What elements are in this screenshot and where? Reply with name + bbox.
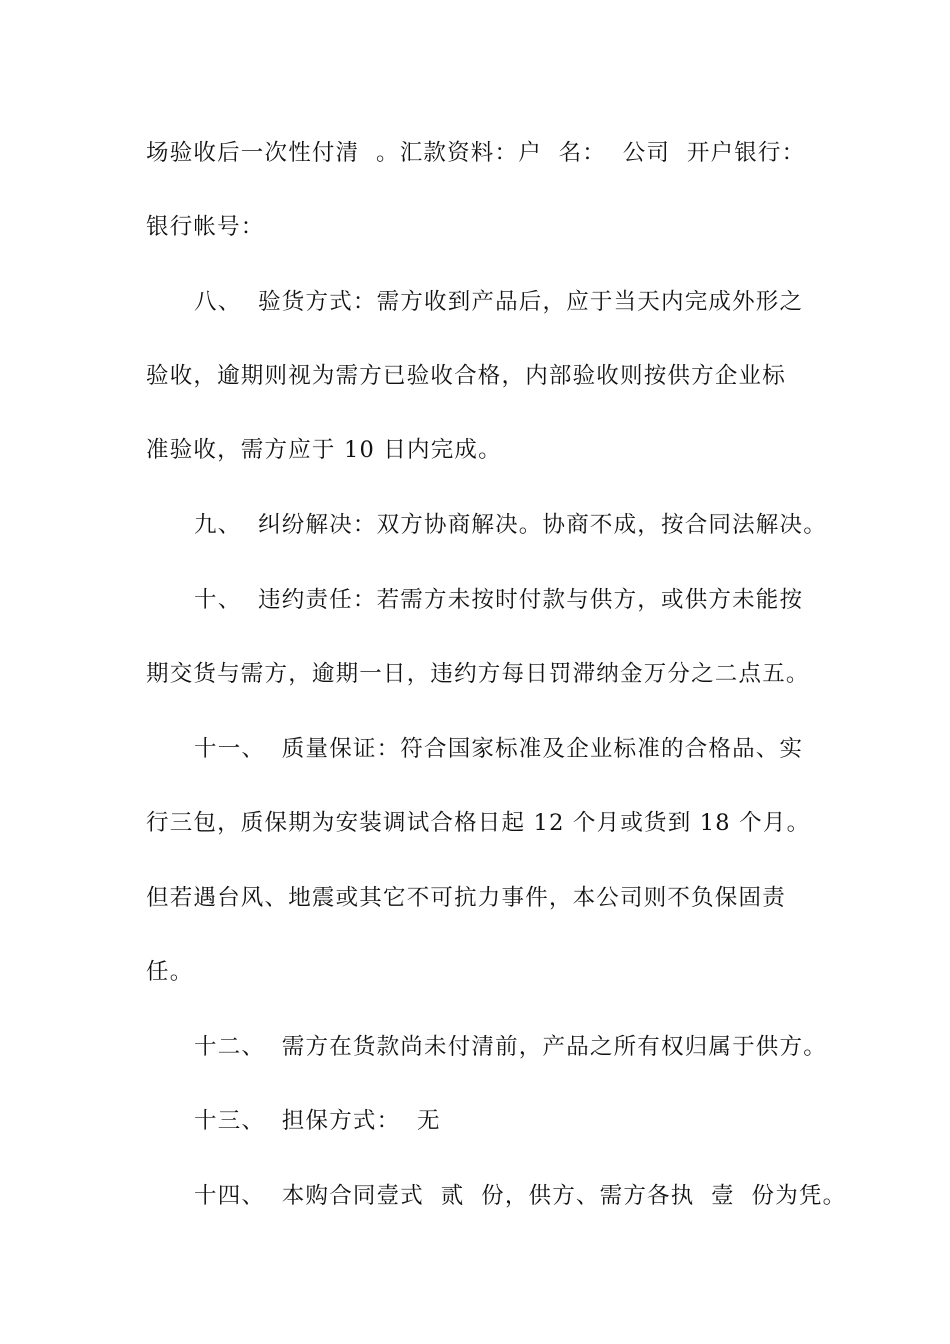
clause-12: 十二、 需方在货款尚未付清前，产品之所有权归属于供方。 (194, 1034, 827, 1060)
clause-10-line-1: 十、 违约责任：若需方未按时付款与供方，或供方未能按 (194, 587, 804, 613)
clause-9: 九、 纠纷解决：双方协商解决。协商不成，按合同法解决。 (194, 512, 827, 538)
clause-11-line-3: 但若遇台风、地震或其它不可抗力事件，本公司则不负保固责 (146, 885, 786, 911)
clause-8-line-2: 验收，逾期则视为需方已验收合格，内部验收则按供方企业标 (146, 363, 786, 389)
clause-11-line-2: 行三包，质保期为安装调试合格日起 12 个月或货到 18 个月。 (146, 810, 811, 836)
clause-11-line-4: 任。 (146, 959, 194, 985)
clause-8-line-1: 八、 验货方式：需方收到产品后，应于当天内完成外形之 (194, 289, 804, 315)
clause-8-line-3: 准验收，需方应于 10 日内完成。 (146, 437, 502, 463)
clause-14: 十四、 本购合同壹式 贰 份，供方、需方各执 壹 份为凭。 (194, 1183, 847, 1209)
text-line-payment: 场验收后一次性付清 。汇款资料：户 名： 公司 开户银行： (146, 140, 806, 166)
clause-11-line-1: 十一、 质量保证：符合国家标准及企业标准的合格品、实 (194, 736, 804, 762)
clause-10-line-2: 期交货与需方，逾期一日，违约方每日罚滞纳金万分之二点五。 (146, 661, 810, 687)
text-line-bank-account: 银行帐号： (146, 214, 265, 240)
clause-13: 十三、 担保方式： 无 (194, 1108, 441, 1134)
